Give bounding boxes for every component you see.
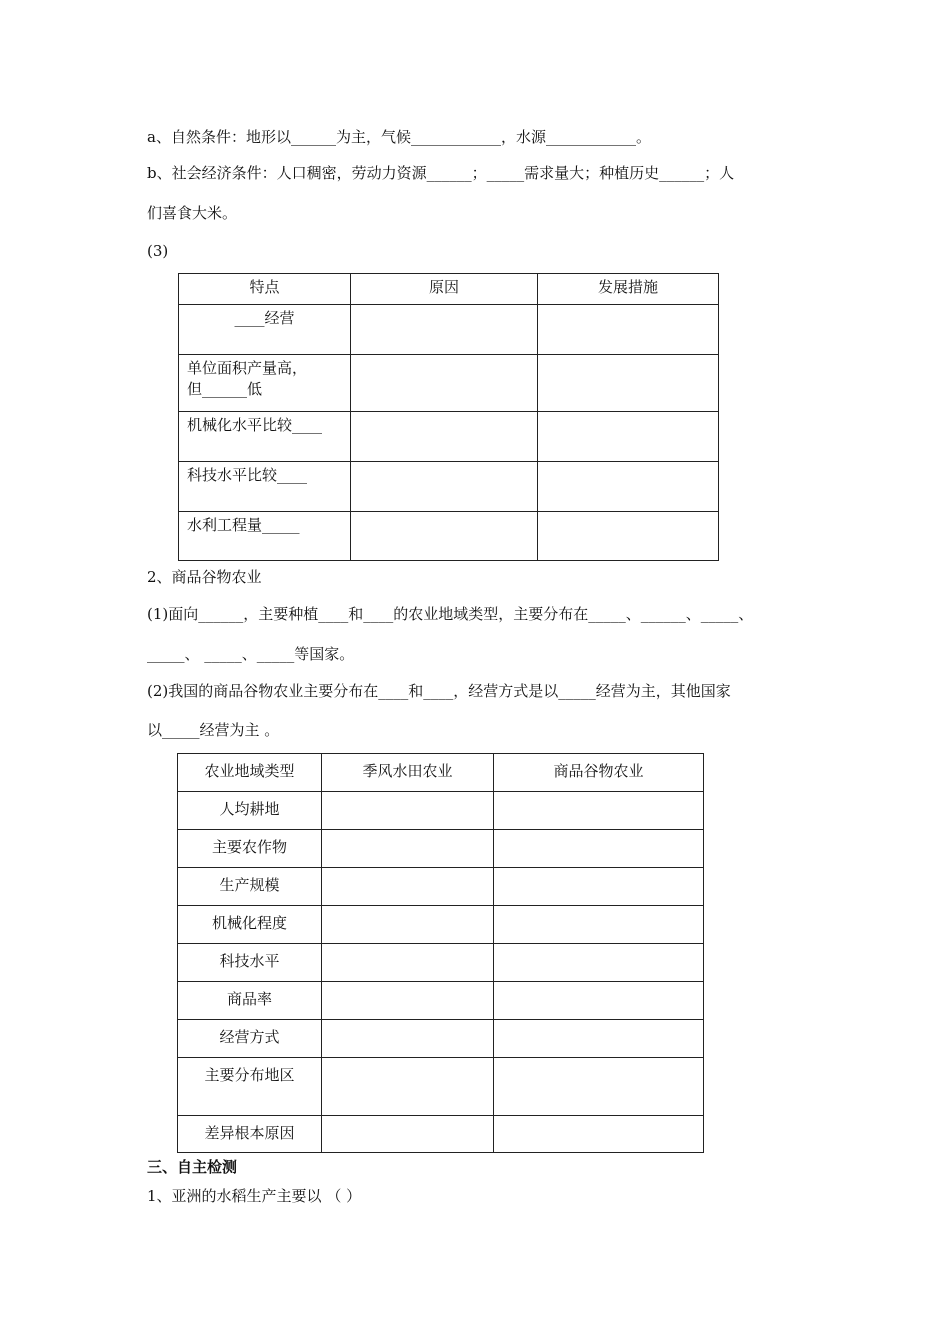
table-row xyxy=(178,830,704,868)
table-row xyxy=(178,906,704,944)
table-cell: 人均耕地 xyxy=(178,792,322,830)
table-cell: 生产规模 xyxy=(178,868,322,906)
table-cell xyxy=(351,462,538,512)
table-cell xyxy=(351,305,538,355)
table-cell xyxy=(351,355,538,412)
table-cell: 商品率 xyxy=(178,982,322,1020)
table-cell xyxy=(538,305,719,355)
table-cell xyxy=(322,906,494,944)
table-cell: 经营方式 xyxy=(178,1020,322,1058)
table-cell xyxy=(494,906,704,944)
s2-paragraph-2: (2)我国的商品谷物农业主要分布在____和____，经营方式是以_____经营为主，其他国家 xyxy=(147,682,731,700)
table-cell xyxy=(494,1020,704,1058)
table-header: 季风水田农业 xyxy=(322,754,494,792)
table-cell: 主要农作物 xyxy=(178,830,322,868)
table-cell xyxy=(322,982,494,1020)
table-cell xyxy=(538,412,719,462)
table-row xyxy=(178,1116,704,1153)
table-cell xyxy=(322,1020,494,1058)
s2-paragraph-2-cont: 以_____经营为主 。 xyxy=(147,721,280,739)
section-3-title: 三、自主检测 xyxy=(147,1158,238,1176)
table-cell xyxy=(322,1058,494,1116)
table-cell xyxy=(494,1058,704,1116)
s2-paragraph-1-cont: _____、 _____、_____等国家。 xyxy=(147,645,355,663)
table-row xyxy=(179,412,719,462)
table-cell xyxy=(494,944,704,982)
table-cell xyxy=(322,868,494,906)
table-row xyxy=(178,944,704,982)
table-cell: 水利工程量_____ xyxy=(179,512,351,561)
table-cell xyxy=(322,944,494,982)
item-3-label: (3) xyxy=(147,242,169,260)
table-cell xyxy=(494,982,704,1020)
table-cell xyxy=(494,830,704,868)
table-row xyxy=(178,1058,704,1116)
table-cell xyxy=(322,830,494,868)
table-cell xyxy=(494,868,704,906)
agriculture-comparison-table xyxy=(177,753,704,1153)
table-cell: 机械化程度 xyxy=(178,906,322,944)
table-header-row xyxy=(178,754,704,792)
natural-conditions-line: a、自然条件：地形以______为主，气候____________，水源____________。 xyxy=(147,128,651,146)
table-cell: 差异根本原因 xyxy=(178,1116,322,1153)
table-cell: 科技水平 xyxy=(178,944,322,982)
table-header-row xyxy=(179,274,719,305)
table-cell: ____经营 xyxy=(179,305,351,355)
socioeconomic-conditions-line: b、社会经济条件：人口稠密，劳动力资源______；_____需求量大；种植历史______；人 xyxy=(147,164,735,182)
paddy-features-table xyxy=(178,273,719,561)
table-cell xyxy=(538,355,719,412)
table-row xyxy=(178,792,704,830)
table-cell xyxy=(538,512,719,561)
table-header: 特点 xyxy=(179,274,351,305)
socioeconomic-conditions-cont: 们喜食大米。 xyxy=(147,204,238,222)
table-header: 商品谷物农业 xyxy=(494,754,704,792)
table-row xyxy=(179,512,719,561)
table-row xyxy=(178,982,704,1020)
table-cell xyxy=(538,462,719,512)
table-row xyxy=(179,305,719,355)
table-cell xyxy=(494,1116,704,1153)
table-cell: 主要分布地区 xyxy=(178,1058,322,1116)
table-cell: 单位面积产量高， 但______低 xyxy=(179,355,351,412)
table-row xyxy=(178,868,704,906)
table-header: 农业地域类型 xyxy=(178,754,322,792)
table-cell xyxy=(351,512,538,561)
table-header: 原因 xyxy=(351,274,538,305)
table-cell xyxy=(494,792,704,830)
question-1: 1、亚洲的水稻生产主要以 （ ） xyxy=(147,1187,362,1205)
table-cell: 科技水平比较____ xyxy=(179,462,351,512)
table-row xyxy=(178,1020,704,1058)
table-row xyxy=(179,462,719,512)
s2-paragraph-1: (1)面向______，主要种植____和____的农业地域类型，主要分布在_____、______、_____、 xyxy=(147,605,754,623)
table-cell: 机械化水平比较____ xyxy=(179,412,351,462)
table-cell xyxy=(322,792,494,830)
table-header: 发展措施 xyxy=(538,274,719,305)
table-cell xyxy=(351,412,538,462)
table-cell xyxy=(322,1116,494,1153)
table-row xyxy=(179,355,719,412)
section-2-title: 2、商品谷物农业 xyxy=(147,568,262,586)
